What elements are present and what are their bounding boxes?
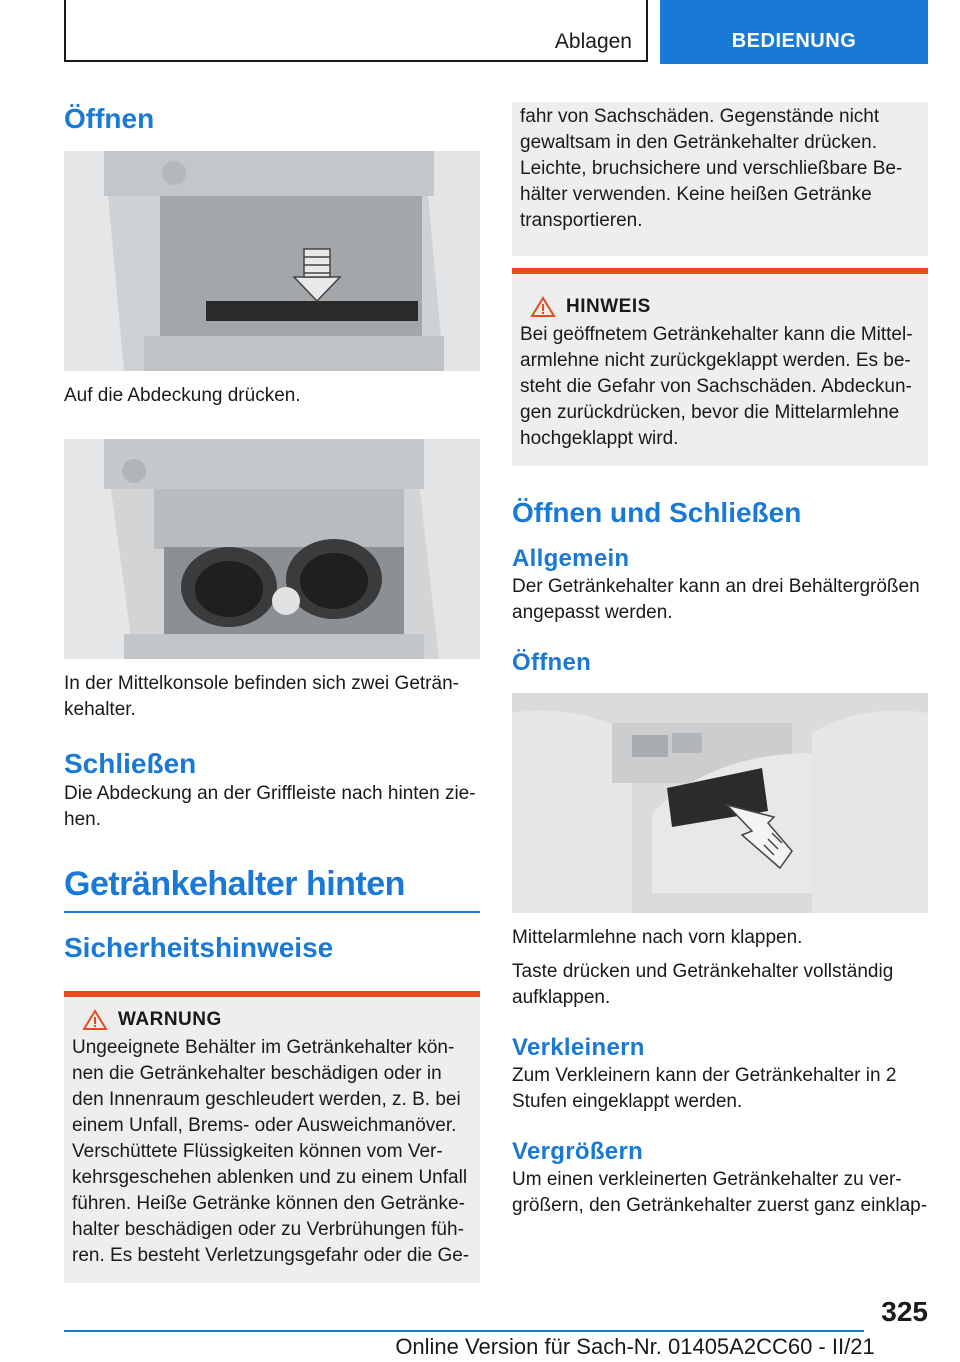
heading-safety: Sicherheitshinweise [64, 932, 334, 963]
footer-version: Online Version für Sach-Nr. 01405A2CC60 - II/21 [395, 1334, 875, 1359]
section-title: Ablagen [554, 30, 632, 53]
heading-close: Schließen [64, 748, 197, 779]
section-divider [64, 911, 480, 913]
heading-open-close: Öffnen und Schließen [512, 497, 802, 528]
heading-bigger: Vergrößern [512, 1138, 644, 1165]
heading-general: Allgemein [512, 545, 630, 572]
warning-box [64, 997, 480, 1283]
cupholders-illustration [64, 439, 480, 659]
warning-head [72, 1009, 472, 1031]
left-column [64, 100, 480, 1283]
note-label: HINWEIS [566, 296, 651, 317]
heading-smaller: Verkleinern [512, 1034, 645, 1061]
text-general: Der Getränkehalter kann an drei Behältergrößen angepasst werden. [512, 576, 920, 623]
chapter-tab [660, 0, 928, 64]
note-head [520, 296, 920, 318]
note-text: Bei geöffnetem Getränkehalter kann die Mittel-armlehne nicht zurückgeklappt werden. Es be-steht die Gefahr von Sachschäden. Abdeckun-gen zurückdrücken, bevor die Mittelarmlehne hochgeklappt wird. [520, 324, 913, 449]
heading-rear-cupholder: Getränkehalter hinten [64, 865, 405, 903]
photo-cupholders-open [64, 439, 480, 659]
heading-open: Öffnen [64, 103, 155, 134]
text-close: Die Abdeckung an der Griffleiste nach hinten zie-hen. [64, 783, 476, 830]
caption-cupholders: In der Mittelkonsole befinden sich zwei Geträn-kehalter. [64, 673, 459, 720]
heading-open-rear: Öffnen [512, 649, 592, 676]
warning-triangle-icon [82, 1009, 108, 1031]
text-bigger: Um einen verkleinerten Getränkehalter zu ver-größern, den Getränkehalter zuerst ganz einklap- [512, 1169, 928, 1216]
caption-cover-press: Auf die Abdeckung drücken. [64, 385, 301, 406]
section-tab [64, 0, 648, 62]
text-press-button: Taste drücken und Getränkehalter vollständig aufklappen. [512, 961, 894, 1008]
photo-cover-press [64, 151, 480, 371]
right-column [512, 102, 928, 1219]
text-smaller: Zum Verkleinern kann der Getränkehalter in 2 Stufen eingeklappt werden. [512, 1065, 897, 1112]
page-number: 325 [881, 1296, 928, 1327]
cover-press-illustration [64, 151, 480, 371]
warning-box-continued [512, 102, 928, 256]
footer-divider [64, 1330, 864, 1332]
armrest-illustration [512, 693, 928, 913]
warning-text: Ungeeignete Behälter im Getränkehalter kön-nen die Getränkehalter beschädigen oder in den Innenraum geschleudert werden, z. B. bei einem Unfall, Brems- oder Ausweichmanöver. Verschüttete Flüssigkeiten können vom Ver-kehrsgeschehen ablenken und zu einem Unfall führen. Heiße Getränke können den Getränke-halter beschädigen oder zu Verbrühungen füh-ren. Es besteht Verletzungsgefahr oder die Ge- [72, 1037, 470, 1266]
warning-label: WARNUNG [118, 1009, 222, 1030]
chapter-title: BEDIENUNG [731, 30, 857, 52]
caption-armrest: Mittelarmlehne nach vorn klappen. [512, 927, 803, 948]
note-box [512, 274, 928, 466]
page-header [64, 0, 928, 64]
photo-armrest [512, 693, 928, 913]
caution-triangle-icon [530, 296, 556, 318]
warning-continued-text: fahr von Sachschäden. Gegenstände nicht gewaltsam in den Getränkehalter drücken. Leichte, bruchsichere und verschließbare Be-hälter verwenden. Keine heißen Getränke transportieren. [520, 106, 903, 231]
